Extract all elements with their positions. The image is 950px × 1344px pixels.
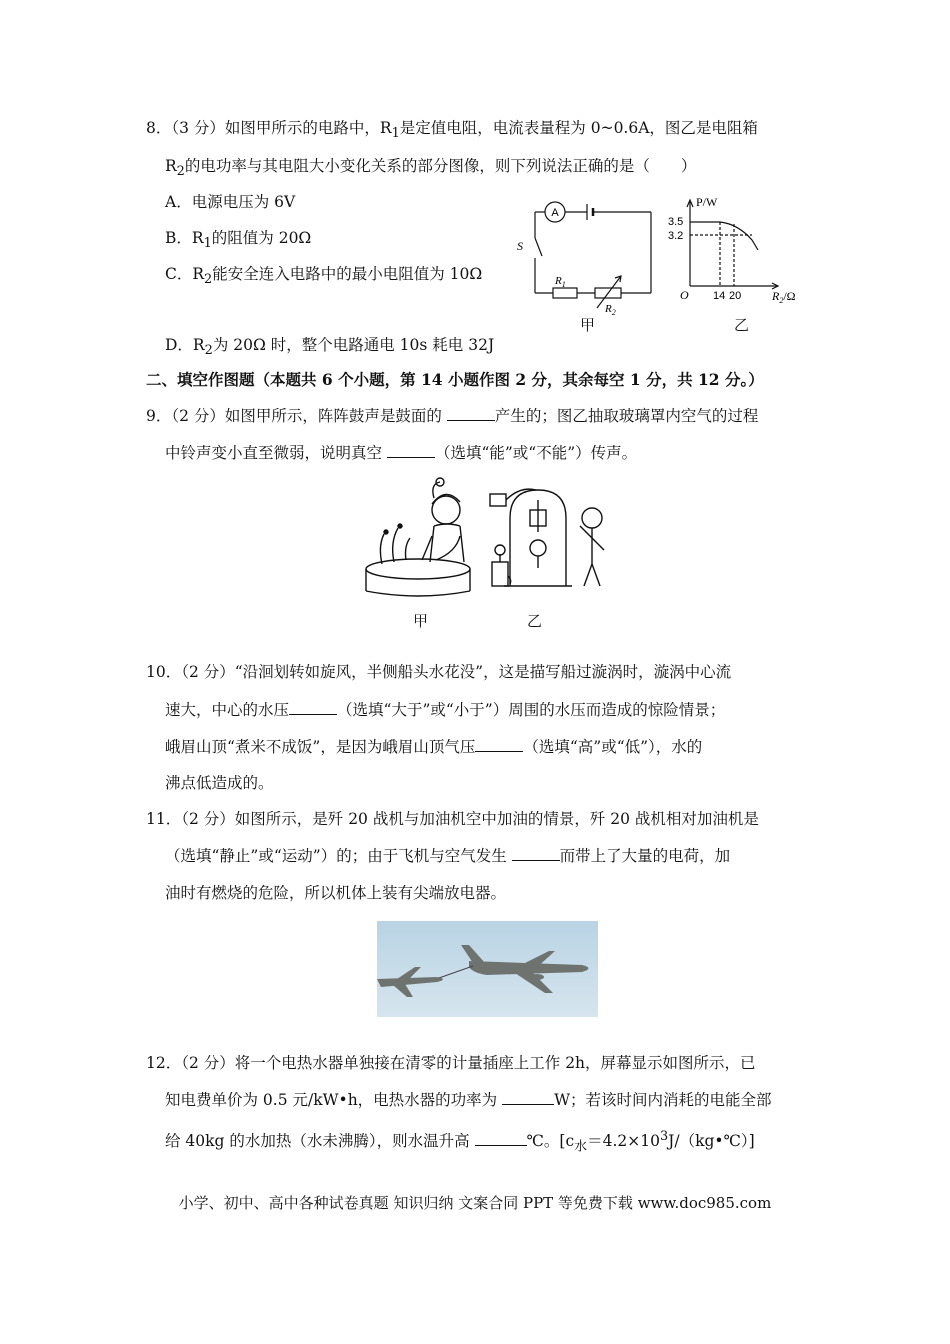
q9-line1: 9．（2 分）如图甲所示，阵阵鼓声是鼓面的 产生的；图乙抽取玻璃罩内空气的过程 <box>146 407 759 425</box>
q10-line4: 沸点低造成的。 <box>165 774 274 792</box>
q9-blank-2[interactable] <box>387 443 435 458</box>
graph-caption: 乙 <box>734 316 750 334</box>
section-2-heading: 二、填空作图题（本题共 6 个小题，第 14 小题作图 2 分，其余每空 1 分，共 12 分。） <box>146 370 764 389</box>
q8-line2: $R_2$的电功率与其电阻大小变化关系的部分图像，则下列说法正确的是（ ） <box>165 157 697 180</box>
q10-line2: 速大，中心的水压 （选填“大于”或“小于”）周围的水压而造成的惊险情景； <box>165 701 726 719</box>
q8-option-d: D．$R_2$为 20Ω 时，整个电路通电 10s 耗电 32J <box>165 336 495 359</box>
graph-x-tick-14: 14 <box>713 290 726 302</box>
q12-line1: 12．（2 分）将一个电热水器单独接在清零的计量插座上工作 2h，屏幕显示如图所示，已 <box>146 1054 756 1072</box>
r2-label: $R_2$ <box>605 303 616 317</box>
q10-line3: 峨眉山顶“煮米不成饭”，是因为峨眉山顶气压 （选填“高”或“低”），水的 <box>165 738 703 756</box>
circuit-caption: 甲 <box>580 316 596 334</box>
bell-jar-caption: 乙 <box>527 612 543 630</box>
graph-x-label: $R_2/\Omega$ <box>772 289 796 305</box>
q10-line1: 10．（2 分）“沿洄划转如旋风，半侧船头水花没”，这是描写船过漩涡时，漩涡中心流 <box>146 663 732 681</box>
q10-blank-2[interactable] <box>475 737 523 752</box>
graph-x-tick-20: 20 <box>729 290 742 302</box>
q9-line2: 中铃声变小直至微弱，说明真空 （选填“能”或“不能”）传声。 <box>165 444 638 462</box>
graph-origin: O <box>680 288 689 302</box>
q12-line2: 知电费单价为 0.5 元/kW•h，电热水器的功率为 W；若该时间内消耗的电能全部 <box>165 1091 772 1109</box>
aerial-refueling-photo <box>377 921 598 1017</box>
graph-y-tick-3.5: 3.5 <box>668 216 684 228</box>
drum-and-bell-jar-illustration <box>360 476 615 598</box>
page-footer: 小学、初中、高中各种试卷真题 知识归纳 文案合同 PPT 等免费下载 www.doc985.com <box>178 1194 772 1212</box>
q11-line3: 油时有燃烧的危险，所以机体上装有尖端放电器。 <box>165 884 507 902</box>
drum-caption: 甲 <box>413 612 429 630</box>
graph-y-tick-3.2: 3.2 <box>668 230 684 242</box>
q12-blank-2[interactable] <box>475 1131 527 1146</box>
q8-option-b: B．$R_1$的阻值为 20Ω <box>165 229 312 252</box>
q8-option-a: A．电源电压为 6V <box>165 193 296 211</box>
r1-label: $R_1$ <box>555 275 566 289</box>
switch-label: S <box>517 239 523 253</box>
q11-line2: （选填“静止”或“运动”）的；由于飞机与空气发生 而带上了大量的电荷，加 <box>165 847 731 865</box>
q8-option-c: C．$R_2$能安全连入电路中的最小电阻值为 10Ω <box>165 265 483 288</box>
graph-y-label: P/W <box>696 195 718 209</box>
ammeter-label: A <box>551 207 559 219</box>
q10-blank-1[interactable] <box>289 700 337 715</box>
q9-blank-1[interactable] <box>447 406 495 421</box>
q8-line1: 8．（3 分）如图甲所示的电路中，$R_1$是定值电阻，电流表量程为 0~0.6A，图乙是电阻箱 <box>146 119 758 142</box>
q11-blank-2[interactable] <box>512 846 560 861</box>
power-resistance-graph <box>668 192 814 310</box>
q11-line1: 11．（2 分）如图所示，是歼 20 战机与加油机空中加油的情景，歼 20 战机相对加油机是 <box>146 810 759 828</box>
q12-blank-1[interactable] <box>502 1090 554 1105</box>
q12-line3: 给 40kg 的水加热（水未沸腾），则水温升高 ℃。$[c_水=4.2\times 10^3J/(kg•℃)]$ <box>165 1129 755 1155</box>
